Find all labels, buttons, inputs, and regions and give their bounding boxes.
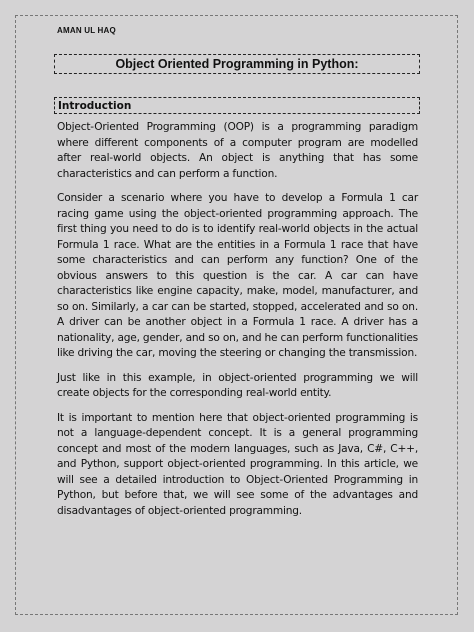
- section-heading: Introduction: [58, 99, 132, 112]
- title-box: [54, 54, 420, 74]
- document-title: Object Oriented Programming in Python:: [115, 57, 359, 71]
- paragraph: Object-Oriented Programming (OOP) is a programming paradigm where different components of a computer program are modelled after real-world objects. An object is anything that has some characteristics and can perform a function.: [57, 121, 418, 180]
- body-text: [57, 120, 418, 528]
- paragraph: Consider a scenario where you have to develop a Formula 1 car racing game using the object-oriented programming approach. The first thing you need to do is to identify real-world objects in the actual Formula 1 race. What are the entities in a Formula 1 race that have some characteristics and can perform any function? One of the obvious answers to this question is the car. A car can have characteristics like engine capacity, make, model, manufacturer, and so on. Similarly, a car can be started, stopped, accelerated and so on. A driver can be another object in a Formula 1 race. A driver has a nationality, age, gender, and so on, and he can perform functionalities like driving the car, moving the steering or changing the transmission.: [57, 192, 418, 359]
- author-name: AMAN UL HAQ: [57, 26, 116, 35]
- paragraph: It is important to mention here that object-oriented programming is not a language-dependent concept. It is a general programming concept and most of the modern languages, such as Java, C#, C++, and Python, support object-oriented programming. In this article, we will see a detailed introduction to Object-Oriented Programming in Python, but before that, we will see some of the advantages and disadvantages of object-oriented programming.: [57, 411, 418, 517]
- paragraph: Just like in this example, in object-oriented programming we will create objects for the corresponding real-world entity.: [57, 371, 418, 399]
- section-heading-box: [54, 97, 420, 114]
